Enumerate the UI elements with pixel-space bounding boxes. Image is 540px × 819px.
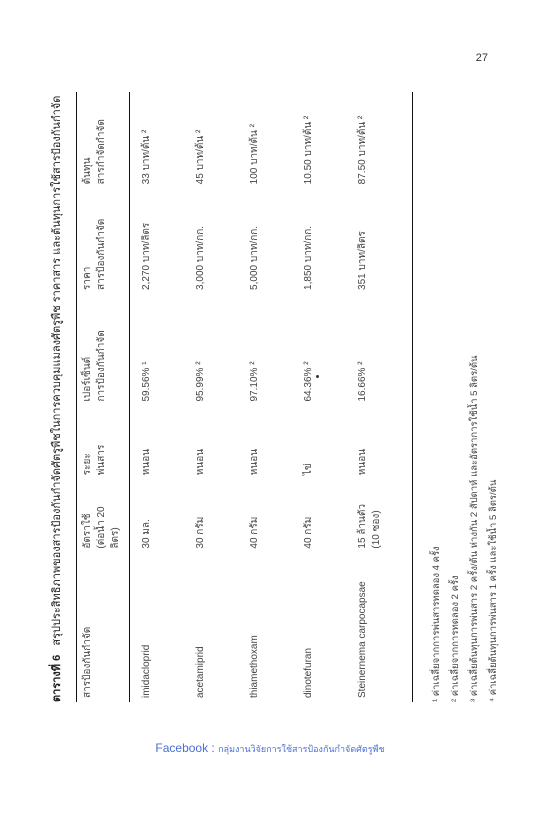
page-number: 27 [475,52,488,64]
header-subtext: (ต่อน้ำ 20 ลิตร) [96,506,121,549]
table-row [238,92,292,702]
cell-cost: 45 บาท/ต้น ² [195,129,206,185]
header-efficacy [77,294,130,406]
cell-cost: 33 บาท/ต้น ² [141,129,152,185]
cell-pesticide: dinotefuran [303,647,314,698]
cell-price: 5,000 บาท/กก. [249,225,260,290]
cell-cost: 10.50 บาท/ต้น ² [303,115,314,185]
cell-rate-value: 15 ล้านตัว [357,504,368,549]
footer-link[interactable] [0,741,540,756]
cell-pesticide: acetamiprid [195,646,206,698]
header-subtext: การป้องกันกำจัด [96,330,107,402]
cell-efficacy: 97.10% ² [249,361,260,402]
table-row [184,92,238,702]
table-header-row [77,92,130,702]
header-text: ระยะ [82,453,93,476]
stray-dot [316,375,319,378]
cell-cost: 87.50 บาท/ต้น ² [346,92,413,188]
cell-rate: 40 กรัม [303,516,314,549]
cell-stage: หนอน [141,448,152,476]
table-row [292,92,346,702]
footer-label: Facebook : [155,741,215,755]
header-price [77,188,130,294]
header-subtext: สารป้องกันกำจัด [96,218,107,290]
cell-rate-extra: (10 ซอง) [371,510,382,549]
header-stage [77,406,130,480]
header-pesticide [77,553,130,702]
note-line: ¹ ค่าเฉลี่ยจากการพ่นสารทดลอง 4 ครั้ง [431,546,442,702]
cell-stage: ไข่ [303,463,314,476]
header-rate [77,479,130,552]
cell-pesticide: imidacloprid [141,644,152,698]
cell-price: 351 บาท/ลิตร [346,188,413,294]
cell-price: 1,850 บาท/กก. [303,225,314,290]
cell-efficacy: 64.36% ² [303,361,314,402]
pesticide-table [76,92,413,702]
table-caption [48,77,66,702]
cell-pesticide: thiamethoxam [249,635,260,698]
cell-rate: 30 กรัม [195,516,206,549]
cell-price: 3,000 บาท/กก. [195,225,206,290]
cell-stage: หนอน [249,448,260,476]
cell-cost: 100 บาท/ต้น ² [249,124,260,185]
header-text: ราคา [82,266,93,290]
cell-efficacy: 95.99% ² [195,361,206,402]
note-line: ³ ค่าเฉลี่ยต้นทุนการพ่นสาร 2 ครั้ง/ต้น ห่างกัน 2 สัปดาห์ และอัตราการใช้น้ำ 5 ลิตร/ต้น [469,355,480,702]
cell-rate: 40 กรัม [249,516,260,549]
rotated-table-block [48,77,499,702]
cell-stage: หนอน [346,406,413,480]
table-row [346,92,413,702]
header-subtext: สารกำจัดกำจัด [96,119,107,185]
cell-rate: 30 มล. [141,519,152,549]
header-text: เปอร์เซ็นต์ [82,356,93,402]
header-text: สารป้องกันกำจัด [82,626,93,698]
note-line: ⁴ ค่าเฉลี่ยต้นทุนการพ่นสาร 1 ครั้ง และใช้น้ำ 5 ลิตร/ต้น [488,479,499,702]
cell-stage: หนอน [195,448,206,476]
note-line: ² ค่าเฉลี่ยจากการทดลอง 2 ครั้ง [450,575,461,702]
cell-price: 2,270 บาท/ลิตร [141,222,152,290]
header-text: อัตราใช้ [82,513,93,549]
table-notes [427,77,503,702]
header-cost [77,92,130,188]
footer-text: กลุ่มงานวิจัยการใช้สารป้องกันกำจัดศัตรูพืช [218,744,385,754]
header-subtext: พ่นสาร [96,444,107,476]
cell-pesticide: Steinernema carpocapsae [346,553,413,702]
table-caption-text: สรุปประสิทธิภาพของสารป้องกันกำจัดศัตรูพืชในการควบคุมแมลงศัตรูพืช ราคาสาร และต้นทุนการใช้สารป้องกันกำจัด [51,95,63,646]
cell-efficacy: 59.56% ¹ [141,361,152,402]
header-text: ต้นทุน [82,157,93,185]
cell-rate [346,479,413,552]
table-row [130,92,185,702]
table-caption-label: ตารางที่ 6 [51,654,63,702]
cell-efficacy: 16.66% ² [346,294,413,406]
